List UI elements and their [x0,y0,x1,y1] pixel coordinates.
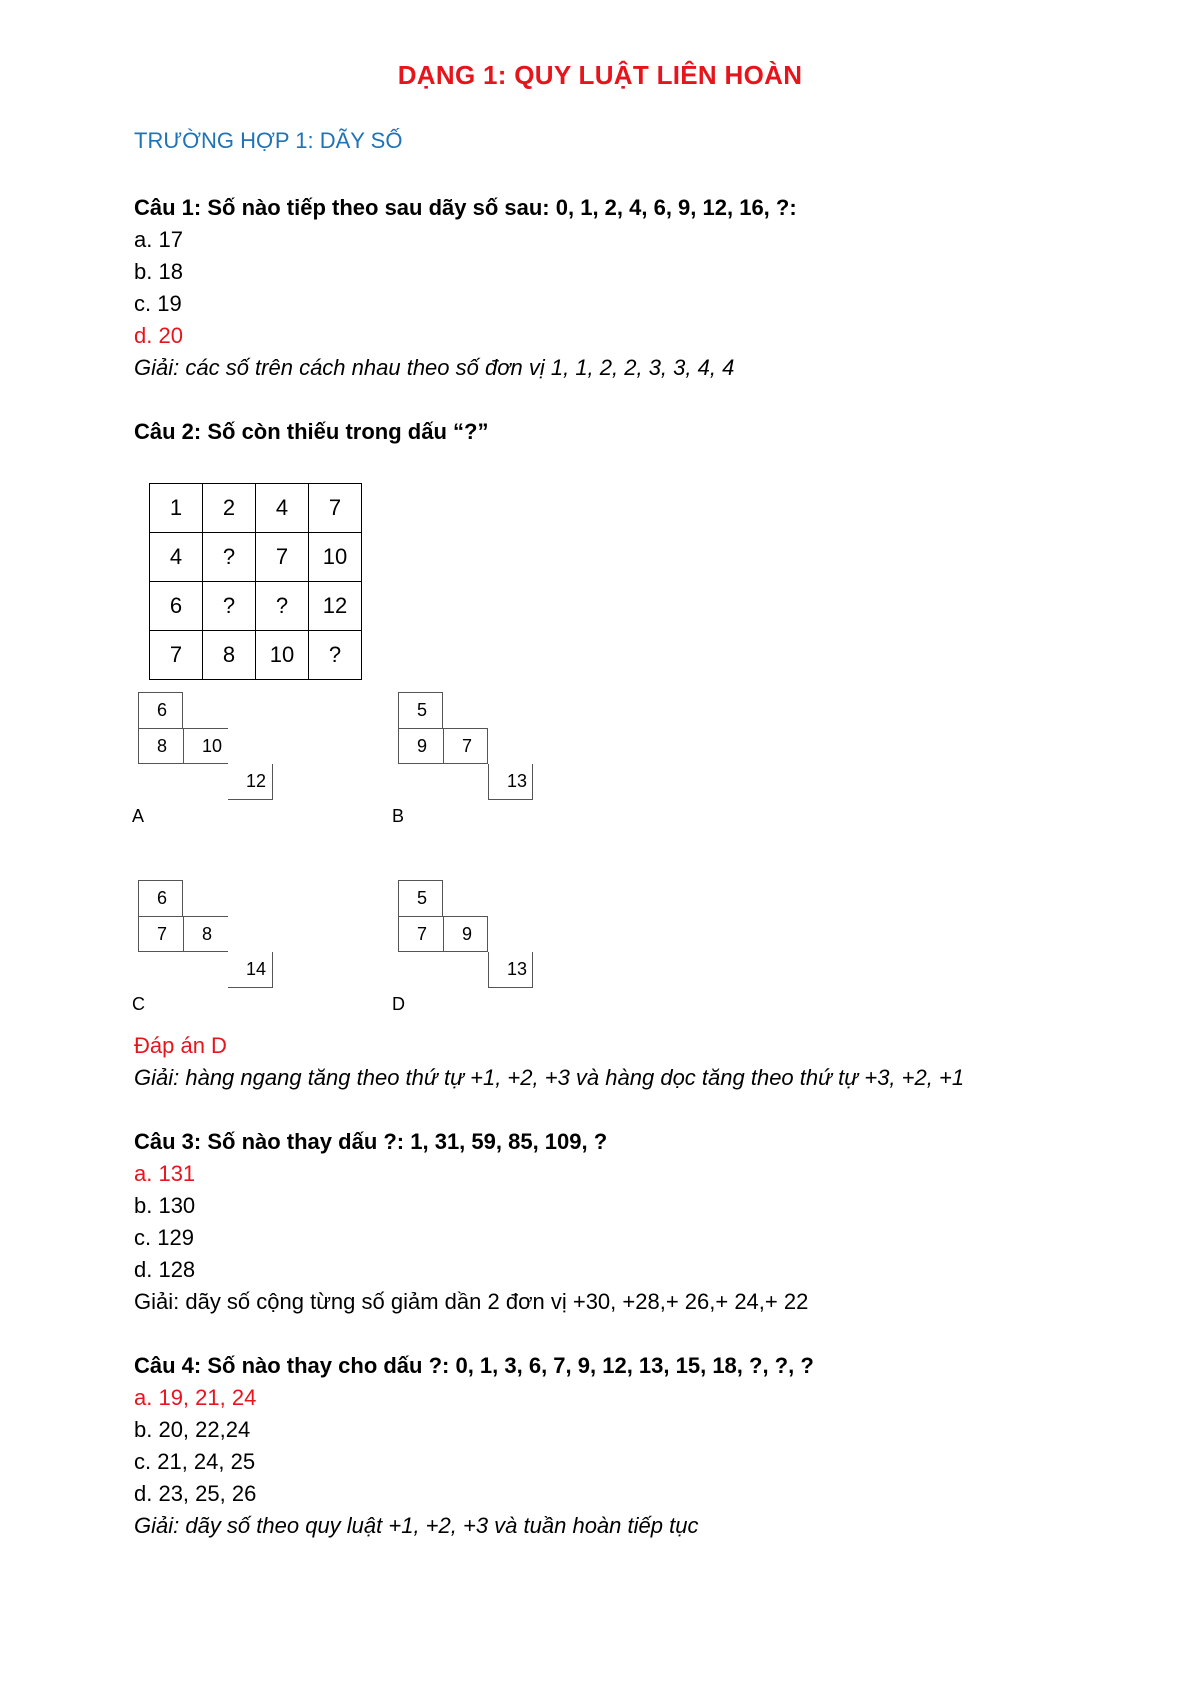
q3-option-b: b. 130 [134,1193,196,1218]
q1-option-c: c. 19 [134,291,182,316]
piece-mid-right-cell: 10 [183,728,228,764]
question-3-text: Câu 3: Số nào thay dấu ?: 1, 31, 59, 85, 109, ? [134,1129,608,1154]
grid-cell: 10 [309,533,362,582]
grid-cell: 4 [256,484,309,533]
q4-option-b: b. 20, 22,24 [134,1417,251,1442]
q2-answer: Đáp án D [134,1033,227,1058]
question-4 [134,1350,814,1542]
question-3 [134,1126,808,1318]
grid-cell: 1 [150,484,203,533]
piece-mid-right-cell: 8 [183,916,228,952]
grid-cell: 6 [150,582,203,631]
q4-option-a-correct: a. 19, 21, 24 [134,1385,257,1410]
grid-cell: ? [309,631,362,680]
grid-row [150,582,362,631]
choice-d-piece [392,880,558,1030]
piece-mid-left-cell: 8 [138,728,183,764]
grid-cell: 2 [203,484,256,533]
q2-answer-block [134,1030,964,1094]
question-4-text: Câu 4: Số nào thay cho dấu ?: 0, 1, 3, 6, 7, 9, 12, 13, 15, 18, ?, ?, ? [134,1353,814,1378]
q3-solution: Giải: dãy số cộng từng số giảm dần 2 đơn vị +30, +28,+ 26,+ 24,+ 22 [134,1289,809,1314]
q4-solution: Giải: dãy số theo quy luật +1, +2, +3 và tuần hoàn tiếp tục [134,1513,699,1538]
piece-mid-right-cell: 9 [443,916,488,952]
q3-option-a-correct: a. 131 [134,1161,196,1186]
q2-solution: Giải: hàng ngang tăng theo thứ tự +1, +2, +3 và hàng dọc tăng theo thứ tự +3, +2, +1 [134,1065,965,1090]
piece-mid-left-cell: 7 [138,916,183,952]
piece-bottom-cell: 13 [488,952,533,988]
grid-cell: 4 [150,533,203,582]
q3-option-c: c. 129 [134,1225,194,1250]
choice-label: C [132,994,145,1014]
question-2-text: Câu 2: Số còn thiếu trong dấu “?” [134,419,489,444]
piece-bottom-cell: 13 [488,764,533,800]
q1-option-a: a. 17 [134,227,183,252]
question-2 [134,416,488,448]
grid-cell: 7 [309,484,362,533]
choice-label: B [392,806,405,826]
question-1-text: Câu 1: Số nào tiếp theo sau dãy số sau: 0, 1, 2, 4, 6, 9, 12, 16, ?: [134,195,797,220]
choice-a-piece [132,692,298,842]
grid-cell: 8 [203,631,256,680]
grid-cell: ? [203,582,256,631]
choice-c-piece [132,880,298,1030]
piece-mid-left-cell: 9 [398,728,443,764]
q1-option-b: b. 18 [134,259,183,284]
piece-top-cell: 6 [138,880,183,916]
q4-option-c: c. 21, 24, 25 [134,1449,256,1474]
piece-top-cell: 5 [398,880,443,916]
choice-label: D [392,994,405,1014]
section-subtitle: TRƯỜNG HỢP 1: DÃY SỐ [134,128,403,153]
choice-b-piece [392,692,558,842]
grid-cell: 10 [256,631,309,680]
piece-top-cell: 5 [398,692,443,728]
grid-row [150,484,362,533]
q1-option-d-correct: d. 20 [134,323,183,348]
q3-option-d: d. 128 [134,1257,196,1282]
grid-cell: ? [256,582,309,631]
page-title: DẠNG 1: QUY LUẬT LIÊN HOÀN [397,60,803,90]
question-1 [134,192,797,384]
piece-top-cell: 6 [138,692,183,728]
grid-cell: ? [203,533,256,582]
q1-solution: Giải: các số trên cách nhau theo số đơn vị 1, 1, 2, 2, 3, 3, 4, 4 [134,355,735,380]
choice-label: A [132,806,145,826]
grid-cell: 7 [256,533,309,582]
number-grid [149,483,362,680]
piece-bottom-cell: 14 [228,952,273,988]
grid-cell: 7 [150,631,203,680]
grid-row [150,631,362,680]
q4-option-d: d. 23, 25, 26 [134,1481,257,1506]
grid-row [150,533,362,582]
piece-mid-left-cell: 7 [398,916,443,952]
piece-mid-right-cell: 7 [443,728,488,764]
grid-cell: 12 [309,582,362,631]
piece-bottom-cell: 12 [228,764,273,800]
